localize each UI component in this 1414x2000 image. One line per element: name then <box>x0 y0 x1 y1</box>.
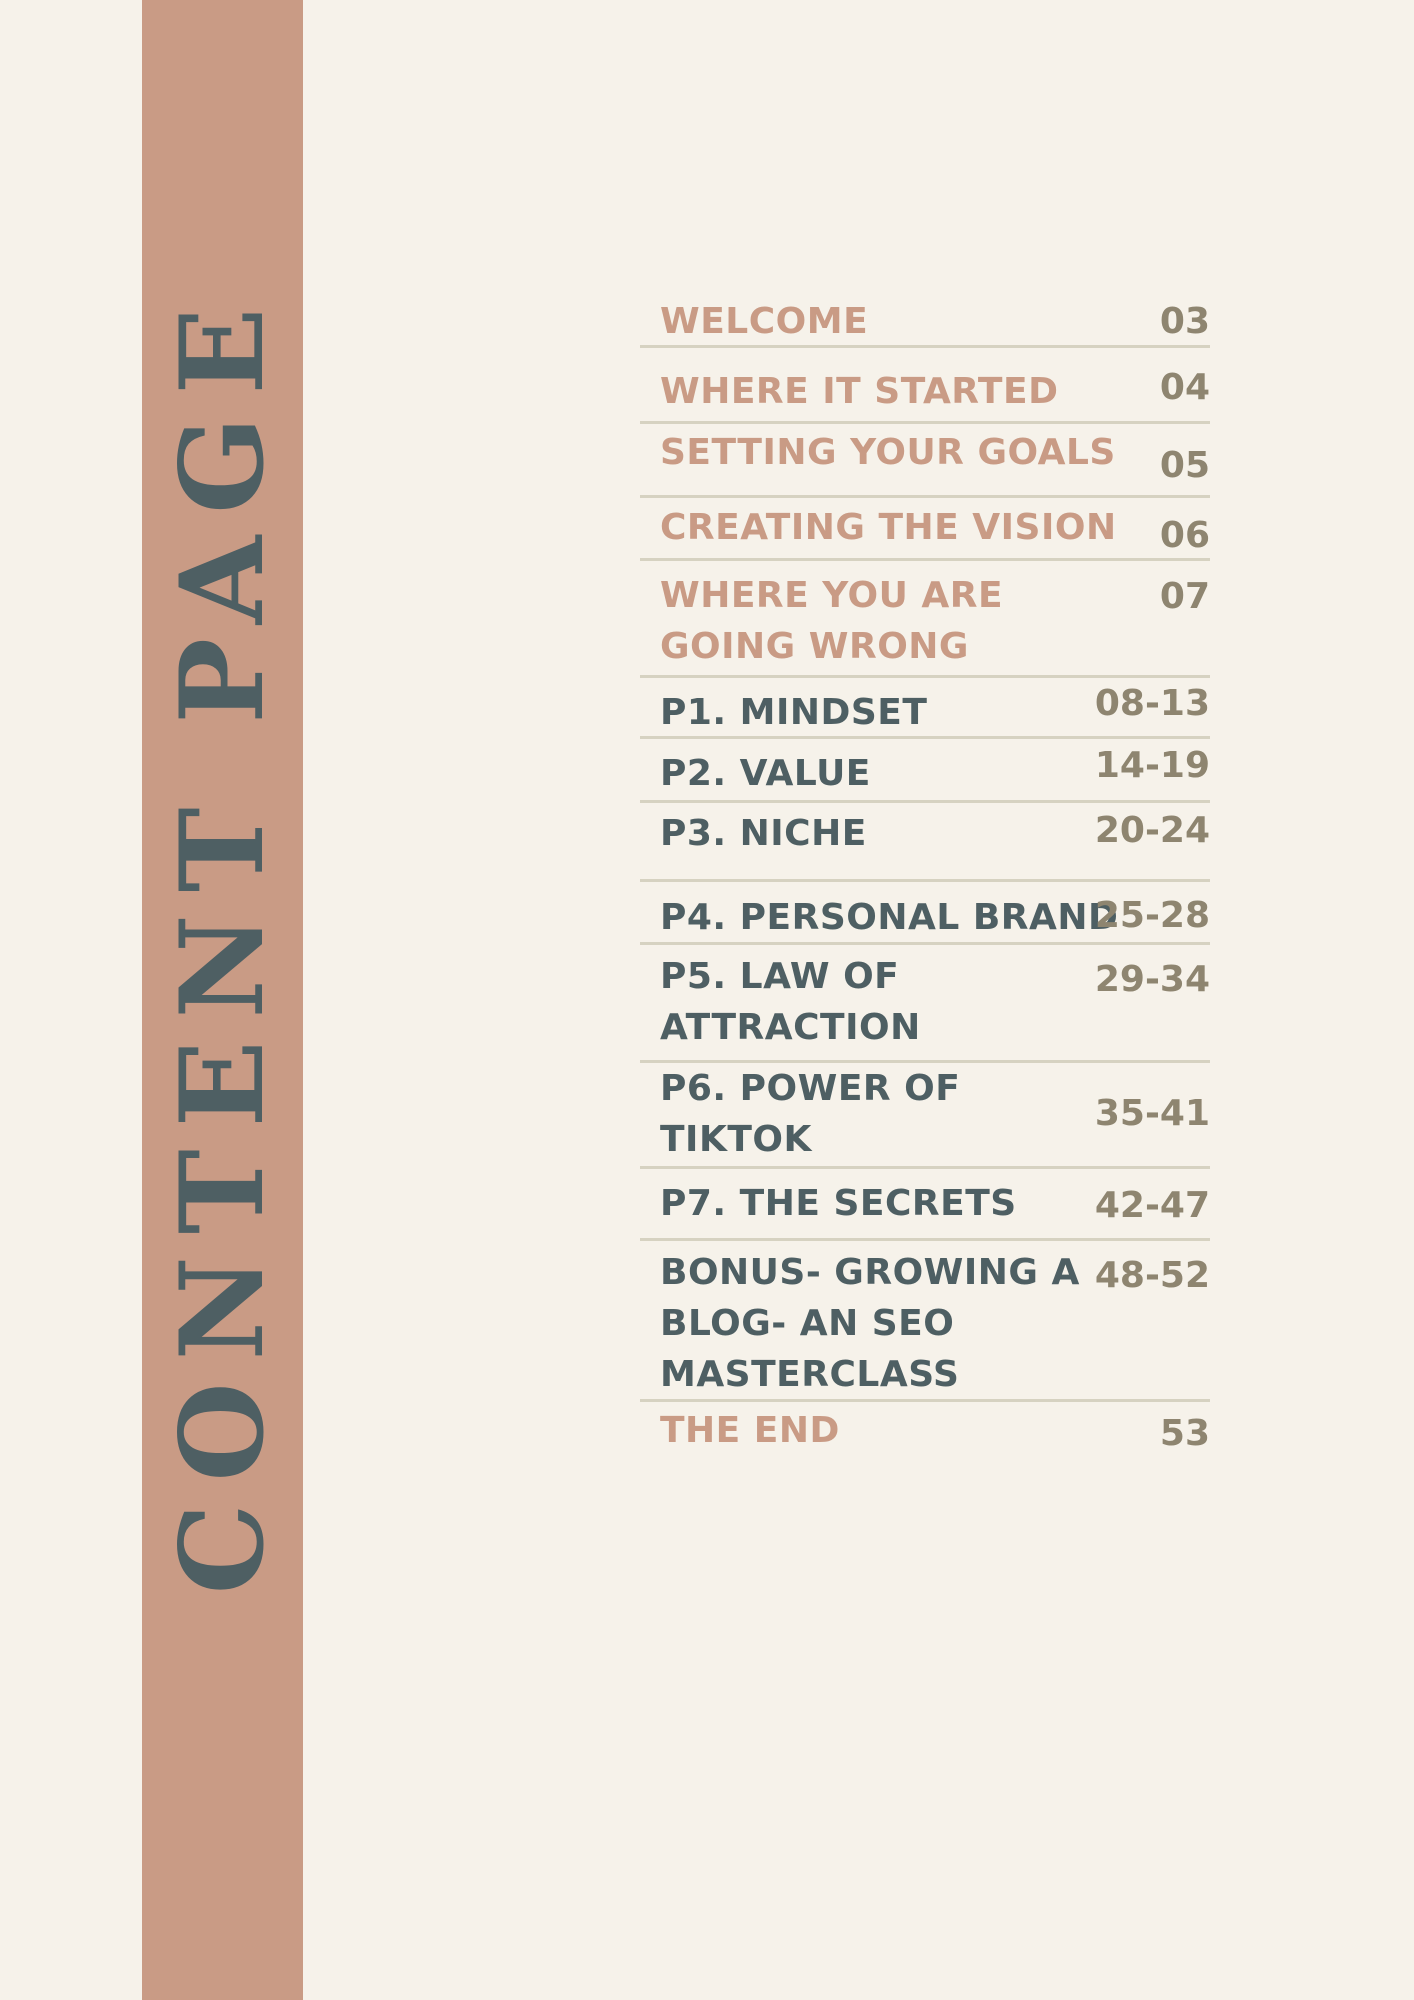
toc-entry[interactable] <box>640 498 1210 561</box>
toc-entry[interactable] <box>640 290 1210 348</box>
toc-entry-pages: 42-47 <box>1094 1185 1210 1226</box>
toc-entry-pages: 04 <box>1159 367 1210 408</box>
toc-entry-pages: 29-34 <box>1094 959 1210 1000</box>
toc-entry[interactable] <box>640 803 1210 882</box>
toc-entry[interactable] <box>640 1402 1210 1462</box>
toc-entry[interactable] <box>640 1241 1210 1402</box>
toc-entry-label: CREATING THE VISION <box>660 507 1117 548</box>
toc-entry-pages: 05 <box>1159 445 1210 486</box>
toc-entry-label: SETTING YOUR GOALS <box>660 432 1116 473</box>
toc-entry-pages: 07 <box>1159 576 1210 617</box>
toc-entry-pages: 25-28 <box>1094 895 1210 936</box>
toc-entry-label: WHERE IT STARTED <box>660 371 1059 412</box>
toc-entry-pages: 35-41 <box>1094 1093 1210 1134</box>
page-title: CONTENT PAGE <box>155 285 289 1595</box>
toc-entry-pages: 08-13 <box>1094 683 1210 724</box>
toc-entry[interactable] <box>640 1169 1210 1241</box>
toc-entry[interactable] <box>640 348 1210 424</box>
toc-entry-label: P4. PERSONAL BRAND <box>660 897 1119 938</box>
toc-entry-label: THE END <box>660 1410 840 1451</box>
toc-entry[interactable] <box>640 739 1210 803</box>
toc-entry[interactable] <box>640 1063 1210 1169</box>
toc-entry-pages: 03 <box>1159 301 1210 342</box>
toc-entry-label: WELCOME <box>660 301 869 342</box>
toc-entry[interactable] <box>640 424 1210 498</box>
toc-entry-pages: 14-19 <box>1094 745 1210 786</box>
toc-entry[interactable] <box>640 882 1210 945</box>
toc-entry[interactable] <box>640 561 1210 678</box>
toc-entry-pages: 48-52 <box>1094 1255 1210 1296</box>
toc-entry-label: WHERE YOU ARE GOING WRONG <box>660 575 1004 667</box>
toc-entry-label: BONUS- GROWING A BLOG- AN SEO MASTERCLASS <box>660 1252 1080 1395</box>
toc-entry-label: P6. POWER OF TIKTOK <box>660 1068 961 1160</box>
toc-entry-label: P5. LAW OF ATTRACTION <box>660 956 921 1048</box>
toc-entry-pages: 20-24 <box>1094 810 1210 851</box>
table-of-contents <box>640 290 1210 1462</box>
toc-entry[interactable] <box>640 678 1210 739</box>
toc-entry-label: P1. MINDSET <box>660 692 928 733</box>
toc-entry-pages: 53 <box>1159 1413 1210 1454</box>
toc-entry-pages: 06 <box>1159 515 1210 556</box>
toc-entry[interactable] <box>640 945 1210 1063</box>
toc-entry-label: P3. NICHE <box>660 813 867 854</box>
toc-entry-label: P2. VALUE <box>660 753 871 794</box>
toc-entry-label: P7. THE SECRETS <box>660 1183 1017 1224</box>
